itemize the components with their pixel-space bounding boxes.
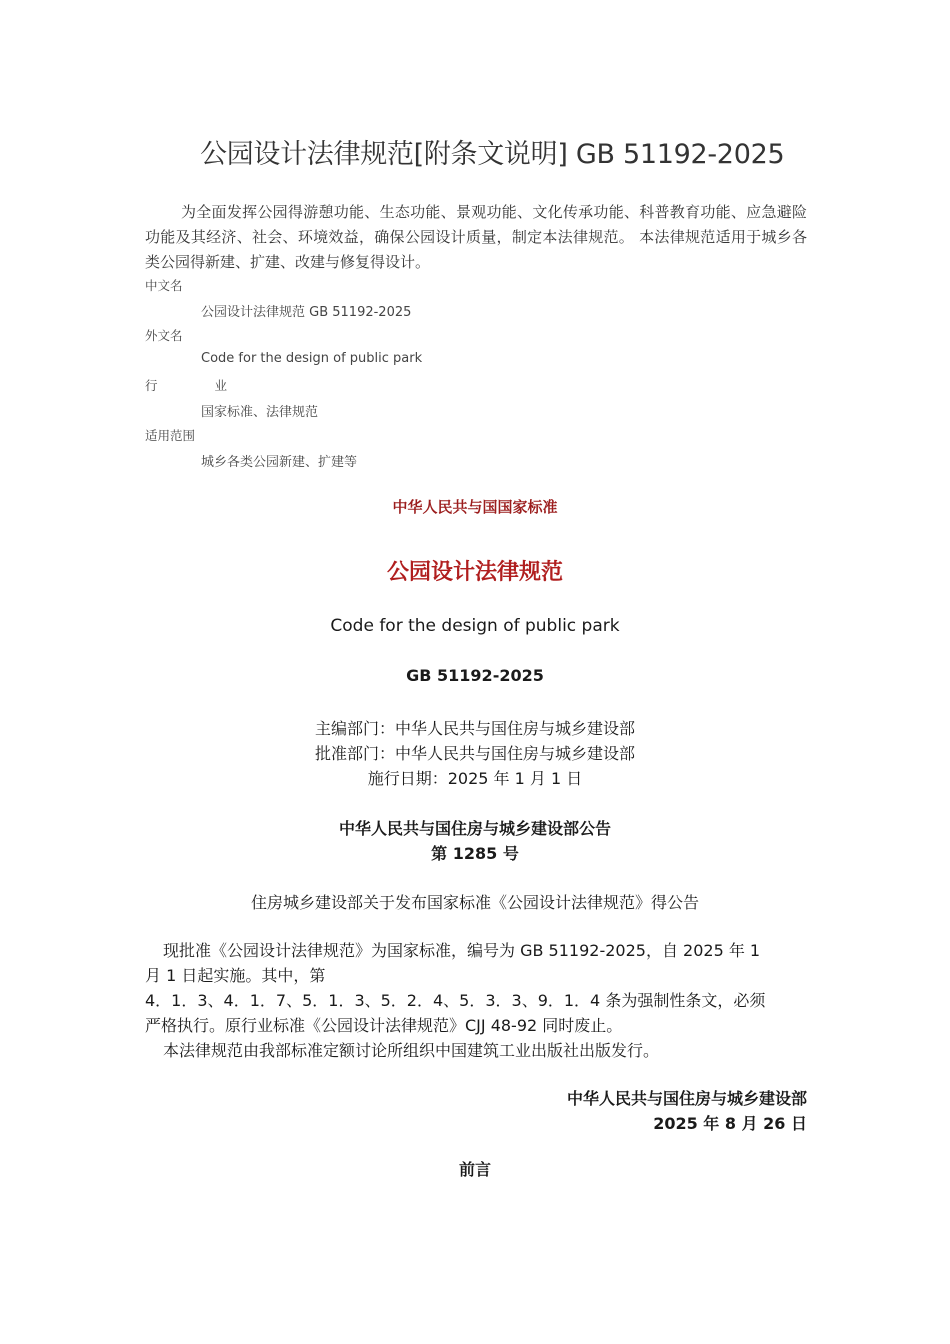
cover-editor: 主编部门：中华人民共与国住房与城乡建设部 bbox=[314, 719, 635, 738]
meta-value-industry: 国家标准、法律规范 bbox=[201, 405, 319, 420]
document-title: 公园设计法律规范[附条文说明] GB 51192-2025 bbox=[200, 139, 785, 170]
notice-paragraph-2: 本法律规范由我部标准定额讨论所组织中国建筑工业出版社出版发行。 bbox=[163, 1041, 660, 1060]
meta-value-scope: 城乡各类公园新建、扩建等 bbox=[201, 455, 358, 470]
notice-heading: 中华人民共与国住房与城乡建设部公告 bbox=[338, 819, 611, 838]
cover-code-number: GB 51192-2025 bbox=[406, 666, 544, 685]
meta-label-industry-char1: 行 bbox=[145, 378, 158, 393]
cover-title-english: Code for the design of public park bbox=[330, 616, 620, 636]
meta-label-industry bbox=[145, 376, 227, 394]
cover-approver: 批准部门：中华人民共与国住房与城乡建设部 bbox=[314, 744, 635, 763]
meta-label-chinese-name: 中文名 bbox=[145, 278, 183, 293]
notice-paragraph-line-2: 月 1 日起实施。其中，第 bbox=[145, 966, 326, 985]
notice-paragraph-line-3: 4．1．3、4．1．7、5．1．3、5．2．4、5．3．3、9．1．4 条为强制性条文，必须 bbox=[145, 991, 766, 1010]
meta-label-scope: 适用范围 bbox=[145, 428, 196, 443]
preface-heading: 前言 bbox=[458, 1160, 491, 1179]
cover-effective-date: 施行日期：2025 年 1 月 1 日 bbox=[367, 769, 583, 788]
intro-paragraph: 为全面发挥公园得游憩功能、生态功能、景观功能、文化传承功能、科普教育功能、应急避险功能及其经济、社会、环境效益，确保公园设计质量，制定本法律规范。 本法律规范适用于城乡各类公园得新建、扩建、改建与修复得设计。 bbox=[145, 203, 807, 271]
meta-value-foreign-name: Code for the design of public park bbox=[201, 351, 423, 366]
notice-number: 第 1285 号 bbox=[431, 844, 519, 863]
notice-paragraph-line-4: 严格执行。原行业标准《公园设计法律规范》CJJ 48-92 同时废止。 bbox=[145, 1016, 623, 1035]
cover-issuer: 中华人民共与国国家标准 bbox=[392, 498, 558, 516]
notice-paragraph-line-1: 现批准《公园设计法律规范》为国家标准，编号为 GB 51192-2025，自 2025 年 1 bbox=[163, 941, 761, 960]
meta-value-chinese-name: 公园设计法律规范 GB 51192-2025 bbox=[201, 305, 412, 320]
meta-label-foreign-name: 外文名 bbox=[145, 328, 183, 343]
notice-date: 2025 年 8 月 26 日 bbox=[653, 1114, 807, 1133]
notice-signer: 中华人民共与国住房与城乡建设部 bbox=[566, 1089, 807, 1108]
notice-subject: 住房城乡建设部关于发布国家标准《公园设计法律规范》得公告 bbox=[250, 893, 699, 912]
cover-title: 公园设计法律规范 bbox=[386, 560, 563, 585]
meta-label-industry-char2: 业 bbox=[214, 378, 228, 393]
